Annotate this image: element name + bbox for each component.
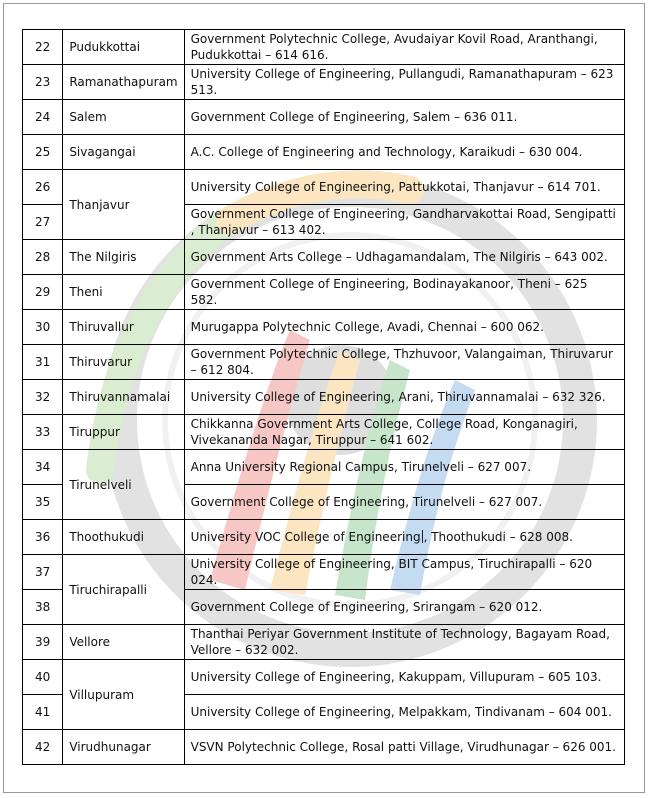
- college-address: University College of Engineering, Kakuppam, Villupuram – 605 103.: [184, 660, 624, 695]
- table-row: [23, 135, 625, 170]
- table-row: [23, 520, 625, 555]
- serial-number: 23: [23, 65, 63, 100]
- college-address: Government College of Engineering, Bodinayakanoor, Theni – 625 582.: [184, 275, 624, 310]
- exam-centres-table: [22, 29, 625, 765]
- district-name: Vellore: [63, 625, 184, 660]
- district-name: Thiruvannamalai: [63, 380, 184, 415]
- table-row: [23, 660, 625, 695]
- district-name: Pudukkottai: [63, 30, 184, 65]
- district-name: Thanjavur: [63, 170, 184, 240]
- college-address: Thanthai Periyar Government Institute of Technology, Bagayam Road, Vellore – 632 002.: [184, 625, 624, 660]
- serial-number: 40: [23, 660, 63, 695]
- college-address: University College of Engineering, BIT Campus, Tiruchirapalli – 620 024.: [184, 555, 624, 590]
- serial-number: 22: [23, 30, 63, 65]
- college-address: Government College of Engineering, Gandharvakottai Road, Sengipatti , Thanjavur – 613 402.: [184, 205, 624, 240]
- college-address: A.C. College of Engineering and Technology, Karaikudi – 630 004.: [184, 135, 624, 170]
- college-address: University College of Engineering, Melpakkam, Tindivanam – 604 001.: [184, 695, 624, 730]
- serial-number: 31: [23, 345, 63, 380]
- district-name: Thiruvallur: [63, 310, 184, 345]
- serial-number: 41: [23, 695, 63, 730]
- college-address-part: , Thoothukudi – 628 008.: [423, 530, 573, 544]
- table-row: [23, 415, 625, 450]
- serial-number: 28: [23, 240, 63, 275]
- district-name: Thoothukudi: [63, 520, 184, 555]
- college-address: Government College of Engineering, Tirunelveli – 627 007.: [184, 485, 624, 520]
- table-row: [23, 100, 625, 135]
- district-name: The Nilgiris: [63, 240, 184, 275]
- serial-number: 29: [23, 275, 63, 310]
- table-row: [23, 555, 625, 590]
- serial-number: 34: [23, 450, 63, 485]
- college-address: VSVN Polytechnic College, Rosal patti Village, Virudhunagar – 626 001.: [184, 730, 624, 765]
- serial-number: 26: [23, 170, 63, 205]
- college-address: University College of Engineering, Arani, Thiruvannamalai – 632 326.: [184, 380, 624, 415]
- table-row: [23, 240, 625, 275]
- table-row: [23, 170, 625, 205]
- college-address: Government College of Engineering, Srirangam – 620 012.: [184, 590, 624, 625]
- college-address: [184, 520, 624, 555]
- serial-number: 33: [23, 415, 63, 450]
- table-row: [23, 450, 625, 485]
- college-address: Government Polytechnic College, Thzhuvoor, Valangaiman, Thiruvarur – 612 804.: [184, 345, 624, 380]
- table-row: [23, 730, 625, 765]
- table-row: [23, 380, 625, 415]
- district-name: Tirunelveli: [63, 450, 184, 520]
- serial-number: 37: [23, 555, 63, 590]
- college-address: Government Polytechnic College, Avudaiyar Kovil Road, Aranthangi, Pudukkottai – 614 616.: [184, 30, 624, 65]
- college-address: Government College of Engineering, Salem – 636 011.: [184, 100, 624, 135]
- serial-number: 24: [23, 100, 63, 135]
- table-row: [23, 625, 625, 660]
- district-name: Ramanathapuram: [63, 65, 184, 100]
- serial-number: 32: [23, 380, 63, 415]
- college-address: Chikkanna Government Arts College, College Road, Konganagiri, Vivekananda Nagar, Tiruppur – 641 602.: [184, 415, 624, 450]
- college-address: University College of Engineering, Pattukkotai, Thanjavur – 614 701.: [184, 170, 624, 205]
- serial-number: 30: [23, 310, 63, 345]
- district-name: Tiruchirapalli: [63, 555, 184, 625]
- college-address: University College of Engineering, Pullangudi, Ramanathapuram – 623 513.: [184, 65, 624, 100]
- district-name: Salem: [63, 100, 184, 135]
- serial-number: 25: [23, 135, 63, 170]
- table-row: [23, 345, 625, 380]
- table-row: [23, 310, 625, 345]
- serial-number: 42: [23, 730, 63, 765]
- district-name: Villupuram: [63, 660, 184, 730]
- district-name: Theni: [63, 275, 184, 310]
- serial-number: 39: [23, 625, 63, 660]
- table-row: [23, 275, 625, 310]
- serial-number: 36: [23, 520, 63, 555]
- district-name: Virudhunagar: [63, 730, 184, 765]
- college-address: Government Arts College – Udhagamandalam, The Nilgiris – 643 002.: [184, 240, 624, 275]
- college-address: Anna University Regional Campus, Tirunelveli – 627 007.: [184, 450, 624, 485]
- table-row: [23, 65, 625, 100]
- college-address-part: University VOC College of Engineering: [190, 530, 421, 544]
- college-address: Murugappa Polytechnic College, Avadi, Chennai – 600 062.: [184, 310, 624, 345]
- district-name: Thiruvarur: [63, 345, 184, 380]
- serial-number: 27: [23, 205, 63, 240]
- district-name: Tiruppur: [63, 415, 184, 450]
- serial-number: 35: [23, 485, 63, 520]
- table-row: [23, 30, 625, 65]
- district-name: Sivagangai: [63, 135, 184, 170]
- text-cursor: [422, 530, 423, 543]
- serial-number: 38: [23, 590, 63, 625]
